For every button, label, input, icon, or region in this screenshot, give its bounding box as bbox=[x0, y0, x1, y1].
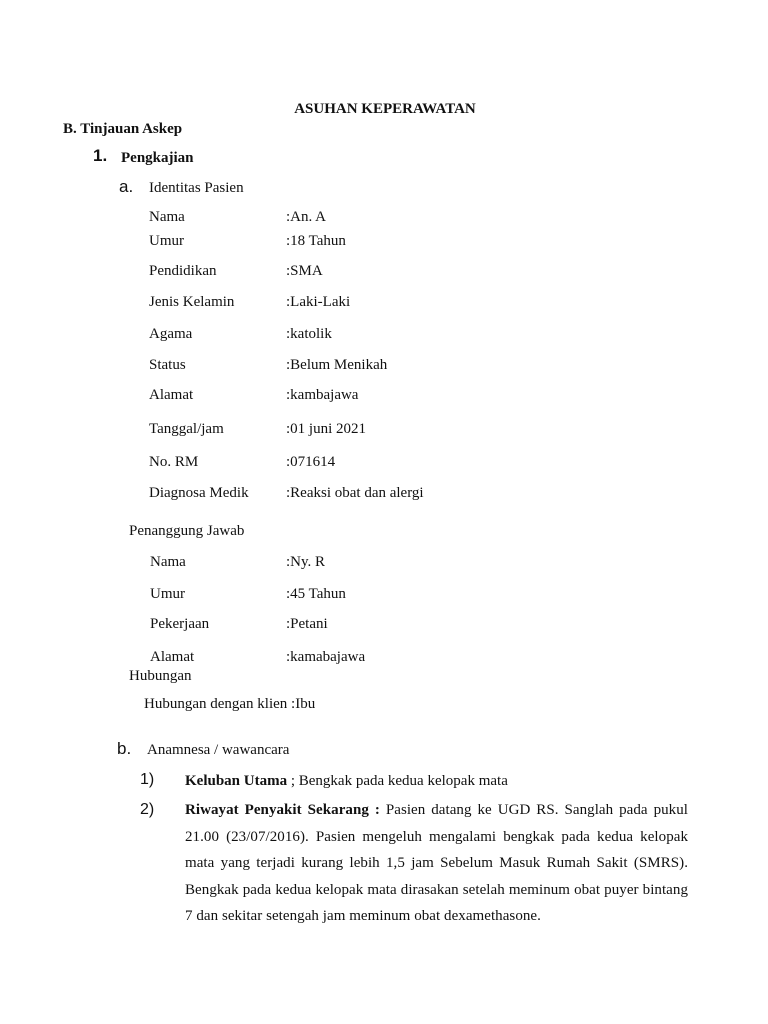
section-heading: B. Tinjauan Askep bbox=[63, 121, 183, 137]
field-label: Tanggal/jam bbox=[149, 421, 224, 437]
field-label: No. RM bbox=[149, 454, 199, 470]
field-label: Status bbox=[149, 357, 186, 373]
field-label: Alamat bbox=[149, 387, 194, 403]
history-paragraph bbox=[185, 797, 688, 930]
field-label: Alamat bbox=[150, 649, 195, 665]
field-value: :Ny. R bbox=[286, 554, 326, 570]
field-value: :01 juni 2021 bbox=[286, 421, 367, 437]
field-value: :18 Tahun bbox=[286, 233, 346, 249]
subsection-label: Anamnesa / wawancara bbox=[147, 742, 290, 758]
field-label: Nama bbox=[149, 209, 185, 225]
field-label: Pendidikan bbox=[149, 263, 217, 279]
list-number: 1) bbox=[140, 771, 155, 788]
history-text: Pasien datang ke UGD RS. Sanglah pada pukul 21.00 (23/07/2016). Pasien mengeluh mengalami bengkak pada kedua kelopak mata yang terjadi kurang lebih 1,5 jam Sebelum Masuk Rumah Sakit (SMRS). Bengkak pada kedua kelopak mata dirasakan setelah meminum obat puyer bintang 7 dan sekitar setengah jam meminum obat dexamethasone. bbox=[185, 802, 689, 925]
list-letter: b. bbox=[117, 739, 132, 758]
field-value: :Laki-Laki bbox=[286, 294, 351, 310]
field-value: :Petani bbox=[286, 616, 328, 632]
subsection-heading: Pengkajian bbox=[121, 150, 194, 166]
field-label: Umur bbox=[149, 233, 184, 249]
field-value: :Belum Menikah bbox=[286, 357, 388, 373]
list-letter: a. bbox=[119, 177, 134, 196]
complaint-item bbox=[185, 772, 508, 790]
field-value: :An. A bbox=[286, 209, 327, 225]
list-number: 2) bbox=[140, 801, 155, 818]
complaint-label: Keluban Utama bbox=[185, 773, 288, 789]
field-value: :katolik bbox=[286, 326, 332, 342]
field-value: :kamabajawa bbox=[286, 649, 366, 665]
field-label: Pekerjaan bbox=[150, 616, 210, 632]
complaint-text: ; Bengkak pada kedua kelopak mata bbox=[287, 773, 508, 789]
field-value: :SMA bbox=[286, 263, 323, 279]
field-value: :071614 bbox=[286, 454, 336, 470]
history-label: Riwayat Penyakit Sekarang : bbox=[185, 802, 380, 818]
hubungan-line: Hubungan dengan klien :Ibu bbox=[144, 696, 316, 712]
field-value: :kambajawa bbox=[286, 387, 359, 403]
field-label: Agama bbox=[149, 326, 193, 342]
field-label: Nama bbox=[150, 554, 186, 570]
field-label: Umur bbox=[150, 586, 185, 602]
field-label: Diagnosa Medik bbox=[149, 485, 249, 501]
guardian-heading: Penanggung Jawab bbox=[129, 523, 245, 539]
field-label: Jenis Kelamin bbox=[149, 294, 235, 310]
field-value: :45 Tahun bbox=[286, 586, 346, 602]
list-number: 1. bbox=[93, 146, 108, 165]
field-value: :Reaksi obat dan alergi bbox=[286, 485, 424, 501]
subsection-label: Identitas Pasien bbox=[149, 180, 244, 196]
page-title: ASUHAN KEPERAWATAN bbox=[294, 101, 476, 117]
hubungan-heading: Hubungan bbox=[129, 668, 192, 684]
